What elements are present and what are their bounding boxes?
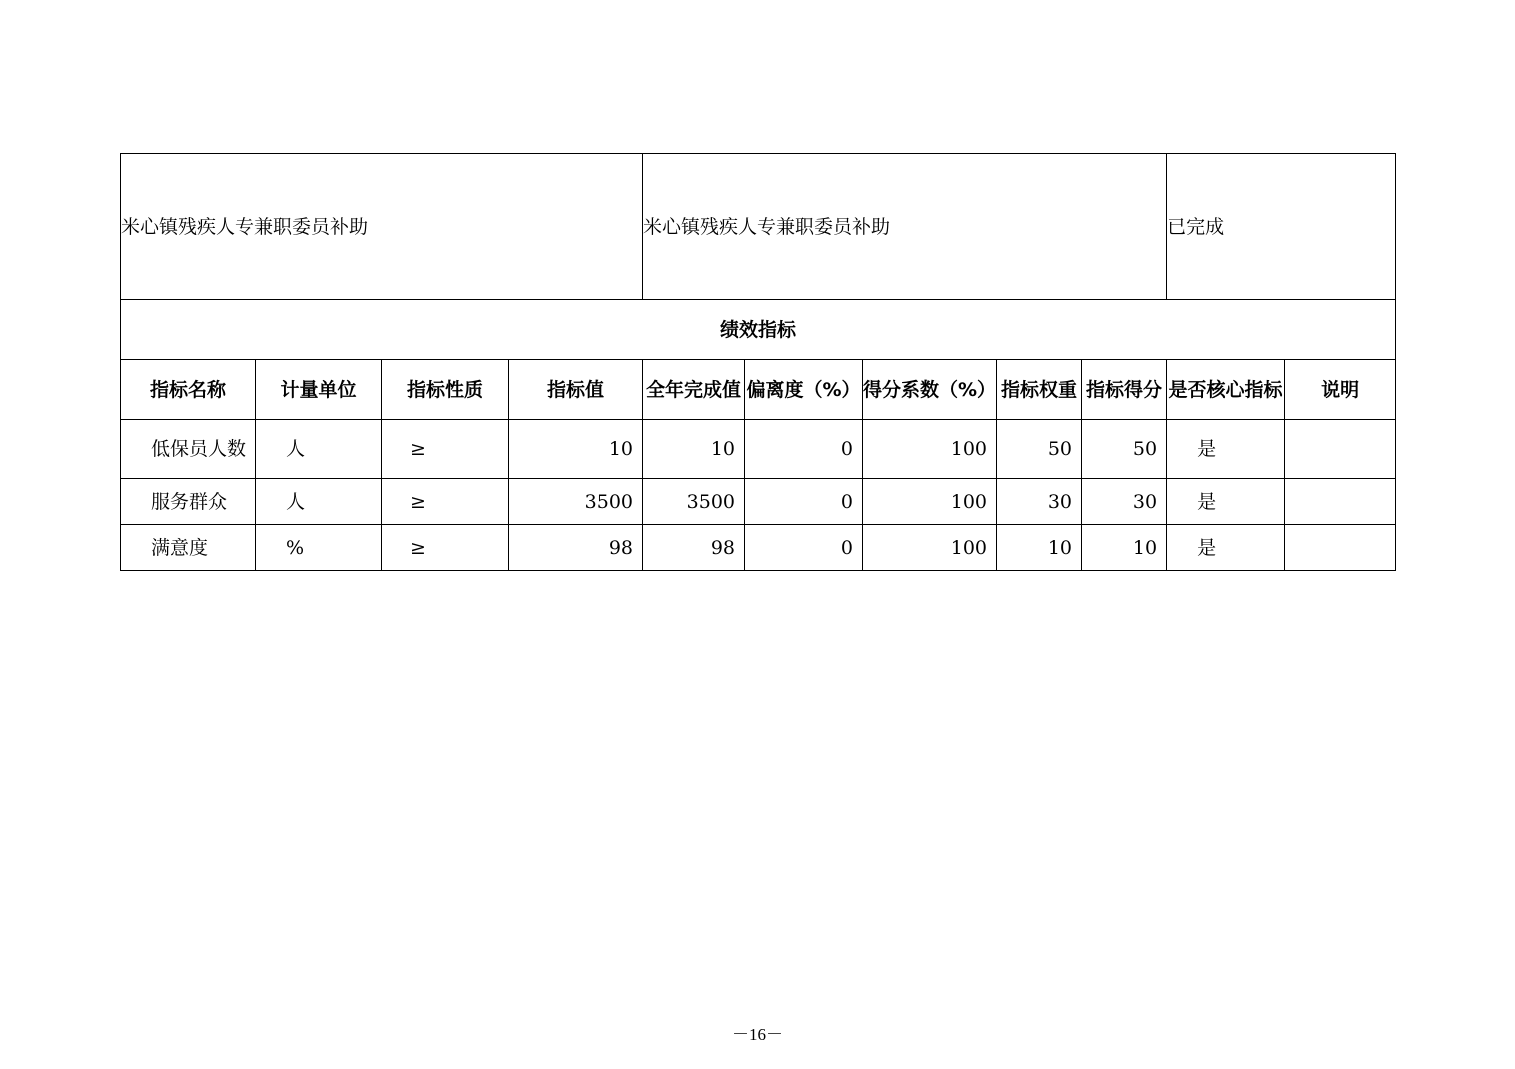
indicator-note: [1285, 479, 1396, 525]
indicator-actual: 3500: [643, 479, 745, 525]
header-unit: 计量单位: [256, 360, 382, 420]
indicator-weight: 50: [997, 420, 1082, 479]
indicator-is-core: 是: [1167, 525, 1285, 571]
header-actual-value: 全年完成值: [643, 360, 745, 420]
table-row: [121, 525, 1396, 571]
header-note: 说明: [1285, 360, 1396, 420]
page-number: －16－: [732, 1025, 783, 1044]
indicator-is-core: 是: [1167, 420, 1285, 479]
indicator-actual: 98: [643, 525, 745, 571]
indicator-coefficient: 100: [863, 479, 997, 525]
project-status-cell: 已完成: [1167, 154, 1396, 300]
indicator-relation: ≥: [382, 525, 509, 571]
indicator-deviation: 0: [745, 479, 863, 525]
indicator-note: [1285, 525, 1396, 571]
header-target-value: 指标值: [509, 360, 643, 420]
indicator-score: 30: [1082, 479, 1167, 525]
header-coefficient: 得分系数（%）: [863, 360, 997, 420]
indicator-name: 低保员人数: [121, 420, 256, 479]
indicator-unit: 人: [256, 479, 382, 525]
indicator-unit: 人: [256, 420, 382, 479]
table-row: [121, 420, 1396, 479]
indicator-relation: ≥: [382, 420, 509, 479]
project-content-cell: 米心镇残疾人专兼职委员补助: [643, 154, 1167, 300]
indicator-deviation: 0: [745, 525, 863, 571]
indicator-is-core: 是: [1167, 479, 1285, 525]
indicator-weight: 30: [997, 479, 1082, 525]
indicator-unit: %: [256, 525, 382, 571]
indicator-target: 98: [509, 525, 643, 571]
header-deviation: 偏离度（%）: [745, 360, 863, 420]
header-relation: 指标性质: [382, 360, 509, 420]
indicator-deviation: 0: [745, 420, 863, 479]
performance-table: [120, 153, 1396, 571]
table-header-row: [121, 360, 1396, 420]
indicator-target: 3500: [509, 479, 643, 525]
indicator-note: [1285, 420, 1396, 479]
section-title: 绩效指标: [121, 300, 1396, 360]
indicator-actual: 10: [643, 420, 745, 479]
project-info-row: [121, 154, 1396, 300]
indicator-coefficient: 100: [863, 525, 997, 571]
indicator-name: 服务群众: [121, 479, 256, 525]
header-is-core: 是否核心指标: [1167, 360, 1285, 420]
indicator-target: 10: [509, 420, 643, 479]
table-row: [121, 479, 1396, 525]
indicator-coefficient: 100: [863, 420, 997, 479]
project-name-cell: 米心镇残疾人专兼职委员补助: [121, 154, 643, 300]
indicator-score: 10: [1082, 525, 1167, 571]
section-title-row: [121, 300, 1396, 360]
header-score: 指标得分: [1082, 360, 1167, 420]
indicator-weight: 10: [997, 525, 1082, 571]
indicator-score: 50: [1082, 420, 1167, 479]
indicator-name: 满意度: [121, 525, 256, 571]
indicator-relation: ≥: [382, 479, 509, 525]
header-weight: 指标权重: [997, 360, 1082, 420]
header-indicator-name: 指标名称: [121, 360, 256, 420]
